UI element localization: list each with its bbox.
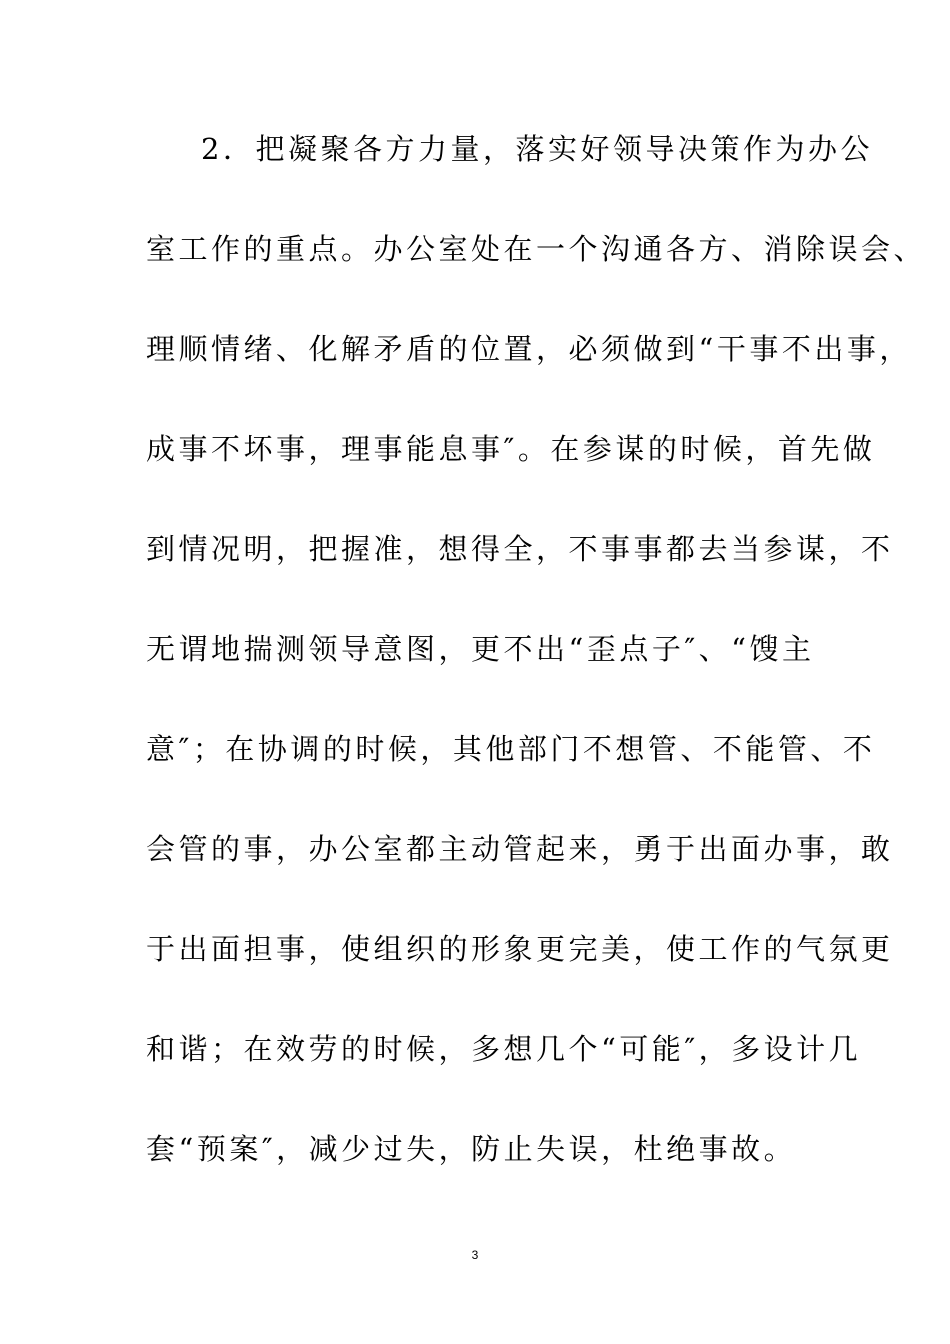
paragraph-line: 无谓地揣测领导意图，更不出“歪点子″、“馊主 bbox=[146, 632, 815, 666]
paragraph-line: 意″；在协调的时候，其他部门不想管、不能管、不 bbox=[146, 732, 876, 766]
paragraph-line: 成事不坏事，理事能息事″。在参谋的时候，首先做 bbox=[146, 432, 876, 466]
paragraph-line: 室工作的重点。办公室处在一个沟通各方、消除误会、 bbox=[146, 232, 927, 266]
paragraph-line: 于出面担事，使组织的形象更完美，使工作的气氛更 bbox=[146, 932, 894, 966]
paragraph-line: 到情况明，把握准，想得全，不事事都去当参谋，不 bbox=[146, 532, 894, 566]
paragraph-line: 套“预案″，减少过失，防止失误，杜绝事故。 bbox=[146, 1132, 797, 1166]
page-number: 3 bbox=[471, 1248, 479, 1262]
paragraph-line: 2．把凝聚各方力量，落实好领导决策作为办公 bbox=[201, 132, 873, 166]
paragraph-line: 会管的事，办公室都主动管起来，勇于出面办事，敢 bbox=[146, 832, 894, 866]
paragraph-line: 和谐；在效劳的时候，多想几个“可能″，多设计几 bbox=[146, 1032, 862, 1066]
paragraph-line: 理顺情绪、化解矛盾的位置，必须做到“干事不出事， bbox=[146, 332, 912, 366]
